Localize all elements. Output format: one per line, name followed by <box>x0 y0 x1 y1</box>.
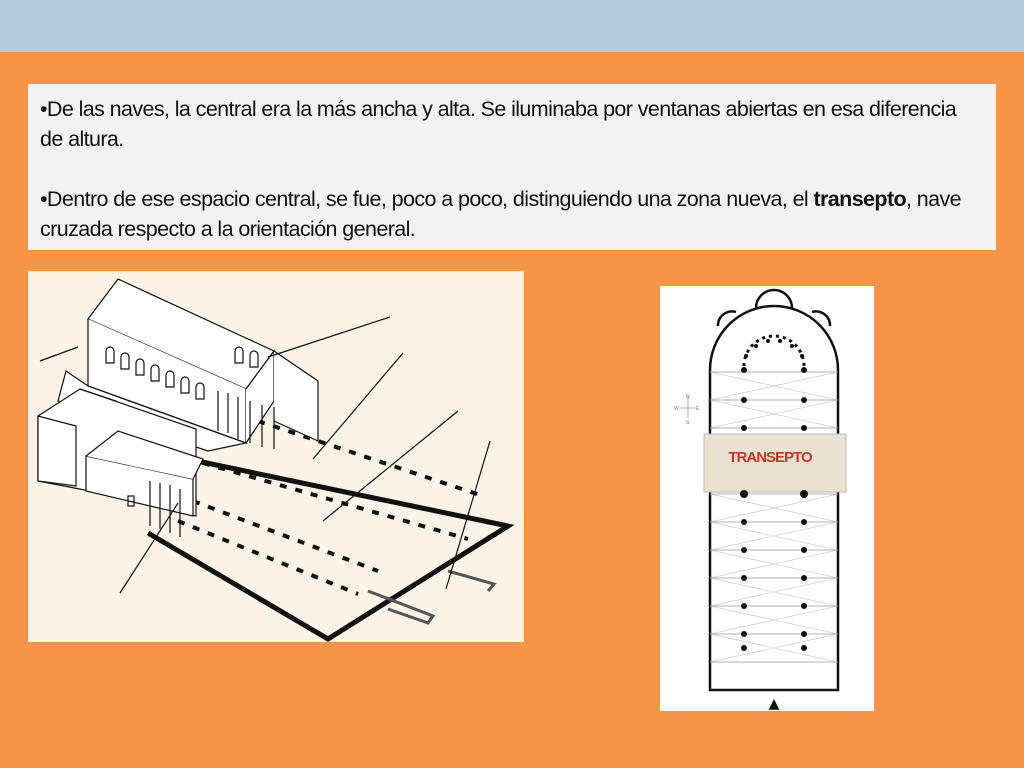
ambulatory-dots <box>744 339 804 358</box>
apse-chapel <box>812 311 830 326</box>
pillar <box>800 490 808 498</box>
compass-s: S <box>686 420 690 426</box>
compass-w: W <box>674 406 679 412</box>
slide-title-band <box>0 0 1024 52</box>
apse-chapel <box>718 311 736 326</box>
window <box>250 351 258 367</box>
basilica-axonometric-svg <box>28 271 524 642</box>
pillar <box>801 425 807 431</box>
window <box>121 353 129 369</box>
pillar <box>741 425 747 431</box>
window <box>151 365 159 381</box>
pillar <box>778 339 782 343</box>
pillar <box>741 519 747 525</box>
pillar <box>801 645 807 651</box>
pillar <box>741 645 747 651</box>
leader-line <box>313 353 403 459</box>
window <box>136 359 144 375</box>
window <box>106 347 114 363</box>
pillar <box>741 631 747 637</box>
basilica-floor-plan <box>660 286 874 711</box>
paragraph-transepto <box>40 184 984 244</box>
basilica-axonometric-drawing <box>28 271 524 642</box>
pillar <box>801 367 807 373</box>
vault-diagonals <box>710 372 838 662</box>
window <box>235 347 243 363</box>
pillar <box>801 547 807 553</box>
leader-line <box>40 347 78 361</box>
paragraph-transepto-text-start: •Dentro de ese espacio central, se fue, poco a poco, distinguiendo una zona nueva, el <box>40 187 814 211</box>
side-steps <box>448 571 494 591</box>
column-row-4 <box>178 521 358 594</box>
text-box <box>28 84 996 250</box>
pillar <box>741 367 747 373</box>
window <box>196 383 204 399</box>
vault-lines <box>710 372 838 662</box>
compass-e: E <box>696 406 700 412</box>
pillar <box>766 339 770 343</box>
entrance-arrow-icon: ▲ <box>768 696 780 711</box>
transepto-bold-word: transepto <box>813 187 907 211</box>
pillar <box>741 575 747 581</box>
platform-outline <box>148 457 508 639</box>
column-row-3 <box>193 501 378 571</box>
pillar <box>744 354 748 358</box>
pillar <box>801 631 807 637</box>
column-row-1 <box>258 421 483 496</box>
paragraph-transepto-text-end: , nave cruzada respecto a la orientación general. <box>40 187 962 241</box>
pillar <box>790 344 794 348</box>
pillar <box>740 490 748 498</box>
portico-roof <box>274 351 318 441</box>
transept-label: TRANSEPTO <box>728 449 812 466</box>
leader-line <box>268 317 390 357</box>
ambulatory-arc <box>744 336 804 366</box>
pillar <box>754 344 758 348</box>
pillar <box>741 547 747 553</box>
pillars <box>740 367 808 651</box>
pillar <box>801 397 807 403</box>
floor-plan-svg <box>660 286 874 711</box>
pillar <box>741 397 747 403</box>
column-row-2 <box>203 463 468 539</box>
pillar <box>801 575 807 581</box>
pillar <box>801 603 807 609</box>
window <box>181 377 189 393</box>
pillar <box>801 519 807 525</box>
paragraph-naves-text: •De las naves, la central era la más ancha y alta. Se iluminaba por ventanas abiertas en esa diferencia de altura. <box>40 97 957 151</box>
compass-n: N <box>686 394 690 400</box>
window <box>166 371 174 387</box>
leader-line <box>323 411 458 521</box>
compass <box>674 394 700 426</box>
paragraph-naves <box>40 94 984 154</box>
transept-front <box>38 416 76 486</box>
pillar <box>741 603 747 609</box>
pillar <box>800 354 804 358</box>
